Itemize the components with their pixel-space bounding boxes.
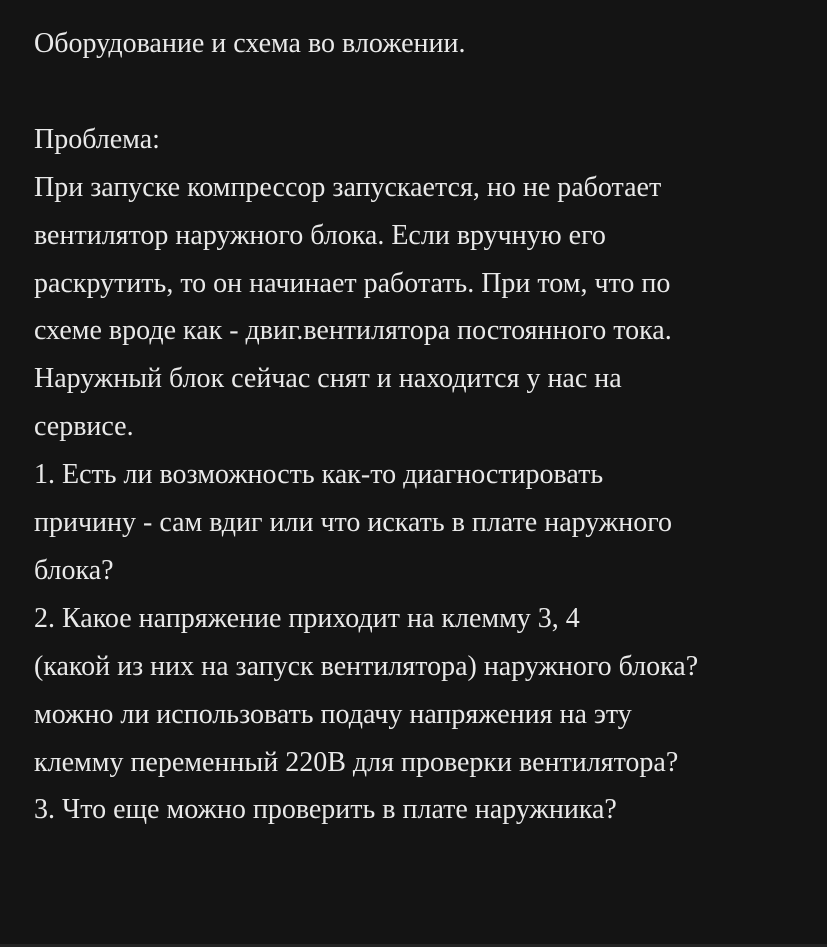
message-line: 1. Есть ли возможность как-то диагностировать: [34, 459, 604, 491]
message-line: При запуске компрессор запускается, но не работает: [34, 171, 662, 203]
message-line: блока?: [34, 554, 114, 586]
message-line: 3. Что еще можно проверить в плате наружника?: [34, 794, 617, 826]
message-line: клемму переменный 220В для проверки вентилятора?: [34, 746, 679, 778]
message-line: вентилятор наружного блока. Если вручную его: [34, 219, 606, 251]
message-blank-line: [34, 68, 814, 116]
message-line: Оборудование и схема во вложении.: [34, 28, 466, 59]
message-line: причину - сам вдиг или что искать в плате наружного: [34, 507, 673, 539]
message-line: схеме вроде как - двиг.вентилятора постоянного тока.: [34, 315, 672, 347]
message-body: [34, 20, 814, 834]
message-line: можно ли использовать подачу напряжения на эту: [34, 698, 632, 730]
message-line: 2. Какое напряжение приходит на клемму 3, 4: [34, 602, 580, 634]
message-line: Наружный блок сейчас снят и находится у нас на: [34, 363, 622, 395]
message-line: Проблема:: [34, 123, 160, 155]
message-line: сервисе.: [34, 411, 134, 443]
message-line: (какой из них на запуск вентилятора) наружного блока?: [34, 650, 699, 682]
message-line: раскрутить, то он начинает работать. При том, что по: [34, 267, 671, 299]
